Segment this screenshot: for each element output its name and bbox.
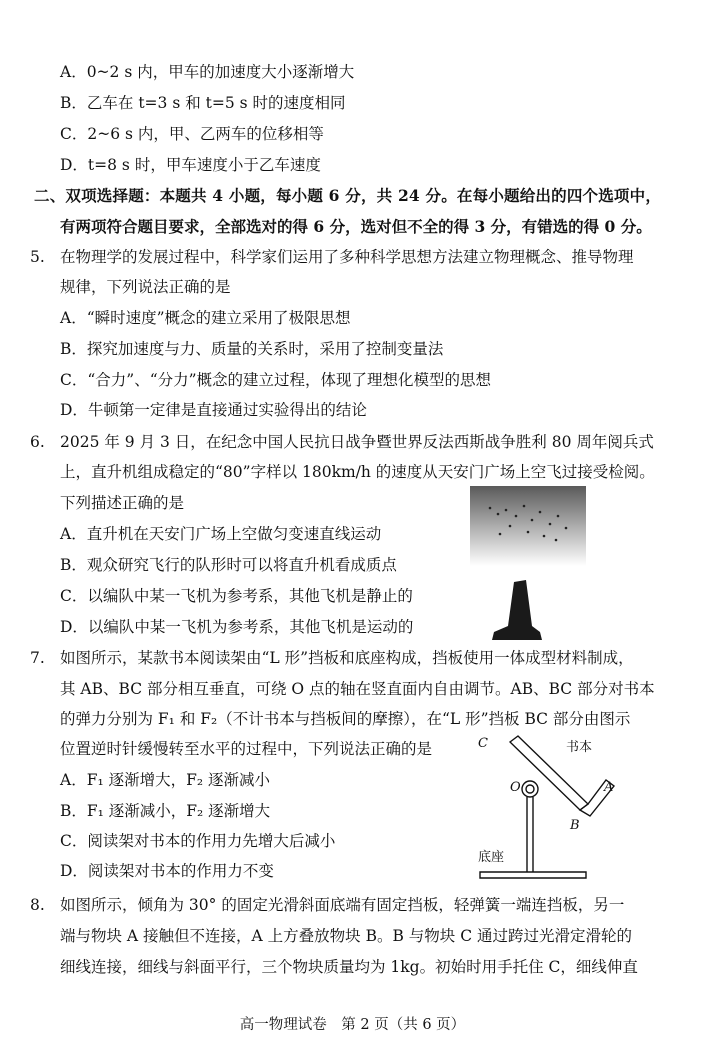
q7-option-b: B．F₁ 逐渐减小，F₂ 逐渐增大 <box>60 802 271 820</box>
q8-number: 8. <box>30 896 45 914</box>
q7-option-a: A．F₁ 逐渐增大，F₂ 逐渐减小 <box>60 771 270 789</box>
q4-option-b: B．乙车在 t=3 s 和 t=5 s 时的速度相同 <box>60 94 346 112</box>
helicopter-formation-photo <box>470 486 586 642</box>
section-heading-line2: 有两项符合题目要求，全部选对的得 6 分，选对但不全的得 3 分，有错选的得 0 分。 <box>60 217 652 236</box>
q7-option-d: D．阅读架对书本的作用力不变 <box>60 862 274 880</box>
q7-option-c: C．阅读架对书本的作用力先增大后减小 <box>60 832 336 850</box>
pivot-inner <box>526 785 534 793</box>
pivot-outer <box>522 781 538 797</box>
q5-option-b: B．探究加速度与力、质量的关系时，采用了控制变量法 <box>60 340 444 358</box>
q7-stem-line2: 其 AB、BC 部分相互垂直，可绕 O 点的轴在竖直面内自由调节。AB、BC 部分对书本 <box>60 680 655 698</box>
label-base: 底座 <box>478 850 505 865</box>
q5-option-d: D．牛顿第一定律是直接通过实验得出的结论 <box>60 401 367 419</box>
q4-option-a: A．0~2 s 内，甲车的加速度大小逐渐增大 <box>60 63 355 81</box>
q8-stem-line3: 细线连接，细线与斜面平行，三个物块质量均为 1kg。初始时用手托住 C，细线伸直 <box>60 958 638 976</box>
q6-option-d: D．以编队中某一飞机为参考系，其他飞机是运动的 <box>60 618 414 636</box>
q5-option-c: C．“合力”、“分力”概念的建立过程，体现了理想化模型的思想 <box>60 371 492 389</box>
q8-stem-line2: 端与物块 A 接触但不连接，A 上方叠放物块 B。B 与物块 C 通过跨过光滑定滑轮的 <box>60 927 633 945</box>
label-a: A <box>604 780 614 795</box>
label-o: O <box>510 780 521 795</box>
label-book: 书本 <box>566 740 593 755</box>
q5-option-a: A．“瞬时速度”概念的建立采用了极限思想 <box>60 309 351 327</box>
q5-stem-line2: 规律，下列说法正确的是 <box>60 278 231 296</box>
section-heading-line1: 二、双项选择题：本题共 4 小题，每小题 6 分，共 24 分。在每小题给出的四个选项中， <box>34 186 662 205</box>
page-footer: 高一物理试卷 第 2 页（共 6 页） <box>239 1017 466 1033</box>
q6-option-a: A．直升机在天安门广场上空做匀变速直线运动 <box>60 525 382 543</box>
q4-option-d: D．t=8 s 时，甲车速度小于乙车速度 <box>60 156 321 174</box>
q5-stem-line1: 在物理学的发展过程中，科学家们运用了多种科学思想方法建立物理概念、推导物理 <box>60 248 634 266</box>
q8-stem-line1: 如图所示，倾角为 30° 的固定光滑斜面底端有固定挡板，轻弹簧一端连挡板，另一 <box>60 896 625 914</box>
q4-option-c: C．2~6 s 内，甲、乙两车的位移相等 <box>60 125 324 143</box>
q6-stem-line1: 2025 年 9 月 3 日，在纪念中国人民抗日战争暨世界反法西斯战争胜利 80 周年阅兵式 <box>60 433 654 451</box>
q6-stem-line3: 下列描述正确的是 <box>60 494 185 512</box>
q7-stem-line4: 位置逆时针缓慢转至水平的过程中，下列说法正确的是 <box>60 740 433 758</box>
q6-stem-line2: 上，直升机组成稳定的“80”字样以 180km/h 的速度从天安门广场上空飞过接受检阅。 <box>60 463 655 481</box>
q6-option-c: C．以编队中某一飞机为参考系，其他飞机是静止的 <box>60 587 413 605</box>
q6-option-b: B．观众研究飞行的队形时可以将直升机看成质点 <box>60 556 397 574</box>
book-stand-figure <box>470 730 630 890</box>
q7-stem-line1: 如图所示，某款书本阅读架由“L 形”挡板和底座构成，挡板使用一体成型材料制成， <box>60 649 634 667</box>
stand-post <box>527 797 533 872</box>
label-b: B <box>570 818 580 833</box>
q7-stem-line3: 的弹力分别为 F₁ 和 F₂（不计书本与挡板间的摩擦），在“L 形”挡板 BC 部分由图示 <box>60 710 631 728</box>
sky-area <box>470 486 586 566</box>
stand-base <box>480 872 586 878</box>
label-c: C <box>478 736 488 751</box>
q6-number: 6. <box>30 433 45 451</box>
q7-number: 7. <box>30 649 45 667</box>
q5-number: 5. <box>30 248 45 266</box>
monument-silhouette <box>492 580 542 640</box>
